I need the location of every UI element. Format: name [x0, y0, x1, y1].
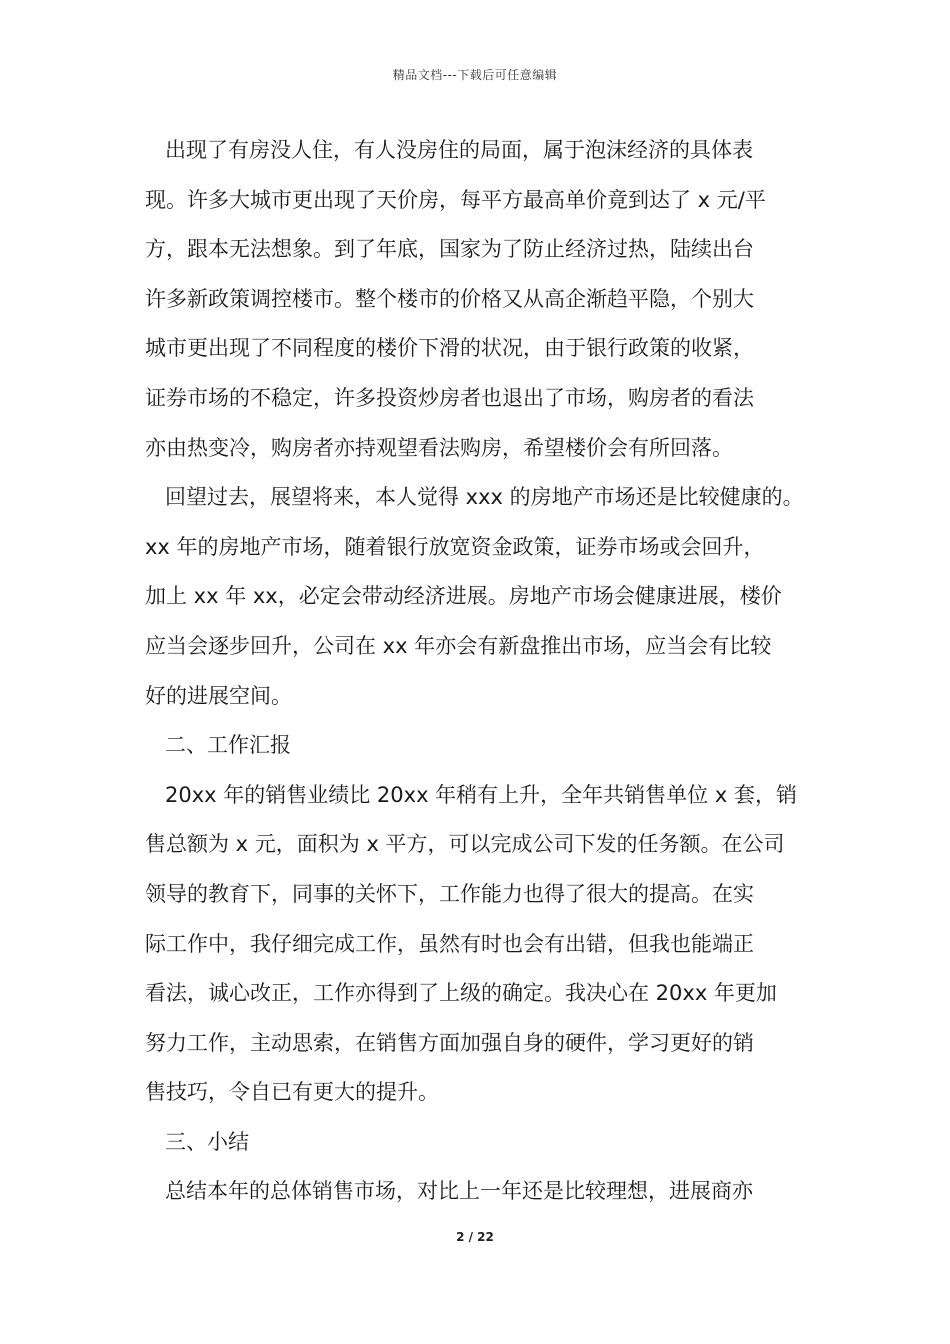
- text-line: 城市更出现了不同程度的楼价下滑的状况，由于银行政策的收紧，: [145, 336, 754, 361]
- text-line: 许多新政策调控楼市。整个楼市的价格又从高企渐趋平隐，个别大: [145, 286, 754, 311]
- text-line: 好的进展空间。: [145, 683, 292, 708]
- text-line: 努力工作，主动思索，在销售方面加强自身的硬件，学习更好的销: [145, 1030, 754, 1055]
- text-line: 出现了有房没人住，有人没房住的局面，属于泡沫经济的具体表: [165, 138, 753, 162]
- text-line: 现。许多大城市更出现了天价房，每平方最高单价竟到达了 x 元/平: [145, 187, 766, 212]
- text-line: 售技巧，令自已有更大的提升。: [145, 1080, 439, 1105]
- document-body: [145, 126, 825, 1217]
- text-line: 售总额为 x 元，面积为 x 平方，可以完成公司下发的任务额。在公司: [145, 832, 785, 857]
- text-line: 20xx 年的销售业绩比 20xx 年稍有上升，全年共销售单位 x 套，销: [165, 782, 797, 807]
- text-line: 回望过去，展望将来，本人觉得 xxx 的房地产市场还是比较健康的。: [165, 485, 804, 510]
- text-line: 加上 xx 年 xx，必定会带动经济进展。房地产市场会健康进展，楼价: [145, 584, 782, 609]
- page-number: 2 / 22: [456, 1230, 494, 1244]
- section-heading: 三、小结: [165, 1129, 249, 1154]
- text-line: 看法，诚心改正，工作亦得到了上级的确定。我决心在 20xx 年更加: [145, 981, 777, 1006]
- text-line: 证券市场的不稳定，许多投资炒房者也退出了市场，购房者的看法: [145, 385, 754, 410]
- page-header: 精品文档---下载后可任意编辑: [392, 68, 558, 82]
- section-heading: 二、工作汇报: [165, 733, 291, 758]
- text-line: 领导的教育下，同事的关怀下，工作能力也得了很大的提高。在实: [145, 881, 754, 906]
- text-line: 际工作中，我仔细完成工作，虽然有时也会有出错，但我也能端正: [145, 931, 754, 956]
- text-line: 亦由热变冷，购房者亦持观望看法购房，希望楼价会有所回落。: [145, 435, 733, 460]
- text-line: 总结本年的总体销售市场，对比上一年还是比较理想，进展商亦: [165, 1179, 753, 1204]
- text-line: 应当会逐步回升，公司在 xx 年亦会有新盘推出市场，应当会有比较: [145, 633, 772, 658]
- text-line: xx 年的房地产市场，随着银行放宽资金政策，证券市场或会回升，: [145, 534, 765, 559]
- text-line: 方，跟本无法想象。到了年底，国家为了防止经济过热，陆续出台: [145, 237, 754, 262]
